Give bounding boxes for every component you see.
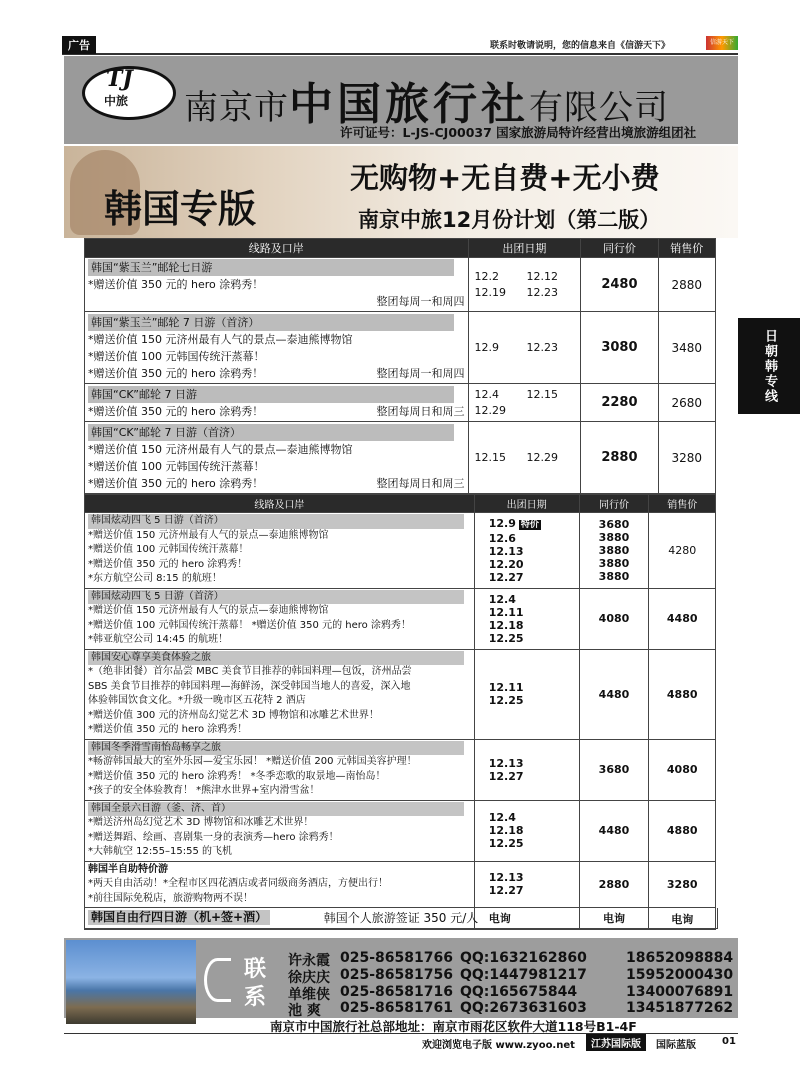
peer-price: 4080 bbox=[579, 588, 649, 649]
magazine-logo: 信游天下 bbox=[706, 36, 738, 50]
route-line: *赠送价值 150 元济州最有人气的景点—泰迪熊博物馆 bbox=[88, 332, 353, 346]
date: 12.9 bbox=[488, 516, 516, 530]
route-title: 韩国自由行四日游（机+签+酒） bbox=[88, 910, 270, 925]
contact-label: 联系 bbox=[244, 957, 267, 1010]
sale-price: 2880 bbox=[658, 258, 715, 312]
table-header-row bbox=[85, 495, 716, 513]
route-line: *赠送价值 150 元济州最有人气的景点—泰迪熊博物馆 bbox=[88, 442, 353, 456]
date: 12.11 bbox=[488, 681, 524, 694]
contact-mobile[interactable]: 18652098884 bbox=[626, 950, 734, 966]
route-line: *韩亚航空公司 14:45 的航班！ bbox=[88, 634, 229, 645]
company-prefix: 南京市 bbox=[184, 88, 289, 128]
contact-mobile[interactable]: 13400076891 bbox=[626, 984, 734, 1000]
date: 12.27 bbox=[488, 769, 524, 783]
special-badge: 特价 bbox=[520, 519, 539, 530]
route-line: *赠送价值 100 元韩国传统汗蒸幕！ bbox=[88, 544, 249, 555]
route-schedule: 整团每周一和周四 bbox=[376, 366, 465, 380]
peer-price: 3880 bbox=[598, 530, 630, 544]
col-peer-price: 同行价 bbox=[581, 239, 658, 258]
footer-edition-tag: 江苏国际版 bbox=[586, 1034, 646, 1051]
footer-website[interactable]: 欢迎浏览电子版 www.zyoo.net bbox=[422, 1040, 575, 1051]
sale-price: 3280 bbox=[658, 422, 715, 494]
table-row bbox=[85, 649, 716, 739]
route-line: *赠送价值 300 元的济州岛幻觉艺术 3D 博物馆和冰雕艺术世界！ bbox=[88, 709, 379, 721]
peer-price: 2880 bbox=[579, 861, 649, 908]
date: 12.15 bbox=[474, 450, 507, 464]
sale-price: 4880 bbox=[649, 649, 716, 739]
date: 12.25 bbox=[488, 631, 524, 645]
contact-phone[interactable]: 025-86581766 bbox=[340, 950, 453, 966]
col-sale-price: 销售价 bbox=[658, 239, 715, 258]
contact-phone[interactable]: 025-86581756 bbox=[340, 967, 453, 983]
coastline-photo bbox=[66, 940, 196, 1024]
visa-note: 韩国个人旅游签证 350 元/人 bbox=[84, 908, 718, 929]
route-schedule: 整团每周日和周三 bbox=[376, 476, 465, 490]
page-number: 01 bbox=[722, 1036, 736, 1047]
cruise-tour-table bbox=[84, 238, 716, 494]
route-title: 韩国全景六日游（釜、济、首） bbox=[88, 802, 464, 817]
route-schedule: 整团每周一和周四 bbox=[376, 295, 465, 308]
flight-tour-table bbox=[84, 494, 716, 930]
banner-title: 韩国专版 bbox=[104, 186, 257, 231]
date: 12.18 bbox=[488, 824, 524, 837]
route-title: 韩国炫动四飞 5 日游（首济） bbox=[88, 590, 464, 605]
sale-price: 2680 bbox=[658, 384, 715, 422]
peer-price: 3880 bbox=[598, 556, 630, 570]
route-line: *赠送价值 350 元的 hero 涂鸦秀！ bbox=[88, 558, 248, 570]
peer-price: 4480 bbox=[579, 800, 649, 861]
date: 12.20 bbox=[488, 557, 524, 571]
route-line: *赠送价值 100 元韩国传统汗蒸幕！ bbox=[88, 349, 265, 363]
contact-phone[interactable]: 025-86581716 bbox=[340, 984, 453, 1000]
date: 12.13 bbox=[488, 544, 524, 558]
route-title: 韩国“紫玉兰”邮轮 7 日游（首济） bbox=[88, 314, 454, 331]
route-line: *赠送价值 350 元的 hero 涂鸦秀！ bbox=[88, 476, 264, 490]
peer-price: 4480 bbox=[579, 649, 649, 739]
date: 12.23 bbox=[526, 340, 559, 354]
contact-qq: QQ:1447981217 bbox=[460, 967, 587, 983]
peer-price: 2280 bbox=[581, 384, 658, 422]
footer-edition: 国际蓝版 bbox=[656, 1040, 696, 1051]
route-line: *赠送价值 100 元韩国传统汗蒸幕！ *赠送价值 350 元的 hero 涂鸦秀！ bbox=[88, 619, 411, 631]
peer-price: 2880 bbox=[581, 422, 658, 494]
table-row bbox=[85, 384, 716, 422]
banner-plan: 南京中旅12月份计划（第二版） bbox=[358, 208, 661, 232]
date: 12.18 bbox=[488, 618, 524, 632]
sale-price: 3280 bbox=[649, 861, 716, 908]
contact-phone[interactable]: 025-86581761 bbox=[340, 1000, 453, 1016]
route-line: *赠送价值 150 元济州最有人气的景点—泰迪熊博物馆 bbox=[88, 605, 329, 616]
route-line: *赠送价值 350 元的 hero 涂鸦秀！ bbox=[88, 724, 248, 735]
route-line: *（绝非团餐）首尔品尝 MBC 美食节目推荐的韩国料理—包饭，济州品尝 bbox=[88, 666, 412, 677]
date: 12.2 bbox=[474, 269, 500, 283]
route-title: 韩国半自助特价游 bbox=[88, 863, 168, 875]
route-line: *赠送价值 350 元的 hero 涂鸦秀！ bbox=[88, 366, 264, 380]
contact-qq: QQ:165675844 bbox=[460, 984, 578, 1000]
route-line: *孩子的安全体验教育！ *熊津水世界+室内滑雪盆！ bbox=[88, 785, 320, 796]
peer-price: 3880 bbox=[598, 569, 630, 583]
date: 12.13 bbox=[488, 756, 524, 770]
route-line: *赠送价值 350 元的 hero 涂鸦秀！ bbox=[88, 278, 264, 291]
table-row bbox=[85, 258, 716, 312]
date: 电询 bbox=[474, 908, 579, 930]
col-dates: 出团日期 bbox=[474, 495, 579, 513]
route-line: SBS 美食节目推荐的韩国料理—海鲜汤，深受韩国当地人的喜爱，深入地 bbox=[88, 680, 411, 692]
date: 12.4 bbox=[488, 811, 516, 824]
sale-price: 4880 bbox=[649, 800, 716, 861]
route-line: *赠送价值 350 元的 hero 涂鸦秀！ bbox=[88, 404, 264, 418]
date: 12.19 bbox=[474, 285, 507, 299]
date: 12.6 bbox=[488, 531, 516, 545]
peer-price: 3680 bbox=[579, 739, 649, 800]
logo-letters: TJ bbox=[106, 66, 133, 92]
date: 12.29 bbox=[474, 403, 507, 417]
date: 12.11 bbox=[488, 605, 524, 619]
peer-price: 2480 bbox=[581, 258, 658, 312]
logo-chars: 中旅 bbox=[104, 94, 129, 108]
route-line: *赠送济州岛幻觉艺术 3D 博物馆和冰雕艺术世界！ bbox=[88, 817, 314, 828]
route-schedule: 整团每周日和周三 bbox=[376, 404, 465, 418]
contact-name: 许永霞 bbox=[288, 953, 330, 969]
peer-price: 电询 bbox=[579, 908, 649, 930]
date: 12.29 bbox=[526, 450, 559, 464]
contact-qq: QQ:2673631603 bbox=[460, 1000, 587, 1016]
contact-name: 单维侠 bbox=[288, 987, 330, 1003]
col-peer-price: 同行价 bbox=[579, 495, 649, 513]
date: 12.13 bbox=[488, 871, 524, 885]
route-line: *大韩航空 12:55–15:55 的飞机 bbox=[88, 846, 232, 857]
contact-qq: QQ:1632162860 bbox=[460, 950, 587, 966]
sale-price: 3480 bbox=[658, 312, 715, 384]
date: 12.25 bbox=[488, 694, 524, 707]
route-title: 韩国“紫玉兰”邮轮七日游 bbox=[88, 259, 454, 276]
route-line: *赠送价值 350 元的 hero 涂鸦秀！ *冬季恋歌的取景地—南怡岛！ bbox=[88, 770, 386, 782]
table-row bbox=[85, 800, 716, 861]
route-line: *两天自由活动！*全程市区四花酒店或者同级商务酒店，方便出行！ bbox=[88, 878, 388, 889]
date: 12.25 bbox=[488, 837, 524, 850]
table-row bbox=[85, 513, 716, 589]
date: 12.27 bbox=[488, 884, 524, 898]
peer-price: 3880 bbox=[598, 543, 630, 557]
sale-price: 4080 bbox=[649, 739, 716, 800]
table-row bbox=[85, 312, 716, 384]
peer-price: 3680 bbox=[598, 517, 630, 531]
route-line: *赠送价值 150 元济州最有人气的景点—泰迪熊博物馆 bbox=[88, 529, 329, 541]
route-line: *赠送价值 100 元韩国传统汗蒸幕！ bbox=[88, 459, 265, 473]
col-route: 线路及口岸 bbox=[85, 239, 469, 258]
table-row bbox=[85, 422, 716, 494]
banner-slogan: 无购物+无自费+无小费 bbox=[350, 161, 660, 195]
phone-icon bbox=[204, 958, 231, 1002]
route-title: 韩国“CK”邮轮 7 日游 bbox=[88, 386, 454, 403]
route-title: 韩国炫动四飞 5 日游（首济） bbox=[88, 514, 464, 529]
table-row bbox=[85, 739, 716, 800]
date: 12.9 bbox=[474, 340, 500, 354]
route-title: 韩国冬季滑雪南怡岛畅享之旅 bbox=[88, 741, 464, 756]
source-note: 联系时敬请说明，您的信息来自《信游天下》 bbox=[490, 41, 671, 51]
route-title: 韩国安心尊享美食体验之旅 bbox=[88, 651, 464, 666]
route-line: 体验韩国饮食文化。*升级一晚市区五花特 2 酒店 bbox=[88, 695, 306, 706]
contact-name: 池 爽 bbox=[288, 1003, 321, 1019]
license-text: 许可证号：L-JS-CJ00037 国家旅游局特许经营出境旅游组团社 bbox=[340, 125, 697, 140]
contact-mobile[interactable]: 15952000430 bbox=[626, 967, 734, 983]
date: 12.15 bbox=[526, 387, 559, 401]
sale-price: 4280 bbox=[649, 513, 716, 589]
company-main: 中国旅行社 bbox=[289, 79, 529, 130]
table-header-row bbox=[85, 239, 716, 258]
sale-price: 4480 bbox=[649, 588, 716, 649]
route-line: *畅游韩国最大的室外乐园—爱宝乐园！ *赠送价值 200 元韩国美容护理！ bbox=[88, 756, 417, 767]
date: 12.23 bbox=[526, 285, 559, 299]
col-route: 线路及口岸 bbox=[85, 495, 475, 513]
route-line: *前往国际免税店，旅游购物两不误！ bbox=[88, 892, 253, 904]
route-line: *赠送舞蹈、绘画、喜剧集一身的表演秀—hero 涂鸦秀！ bbox=[88, 831, 339, 843]
side-tab-japan-korea: 日朝韩专线 bbox=[738, 318, 800, 414]
contact-mobile[interactable]: 13451877262 bbox=[626, 1000, 734, 1016]
date: 12.4 bbox=[488, 592, 516, 606]
company-suffix: 有限公司 bbox=[529, 88, 669, 128]
sale-price: 电询 bbox=[649, 908, 716, 930]
ad-label: 广告 bbox=[62, 36, 96, 54]
date: 12.12 bbox=[526, 269, 559, 283]
table-row bbox=[85, 588, 716, 649]
peer-price: 3080 bbox=[581, 312, 658, 384]
company-address: 南京市中国旅行社总部地址：南京市雨花区软件大道118号B1-4F bbox=[270, 1019, 637, 1034]
table-row bbox=[85, 861, 716, 908]
col-dates: 出团日期 bbox=[468, 239, 581, 258]
col-sale-price: 销售价 bbox=[649, 495, 716, 513]
route-line: *东方航空公司 8:15 的航班！ bbox=[88, 573, 222, 584]
route-title: 韩国“CK”邮轮 7 日游（首济） bbox=[88, 424, 454, 441]
date: 12.27 bbox=[488, 570, 524, 584]
date: 12.4 bbox=[474, 387, 500, 401]
contact-name: 徐庆庆 bbox=[288, 970, 330, 986]
